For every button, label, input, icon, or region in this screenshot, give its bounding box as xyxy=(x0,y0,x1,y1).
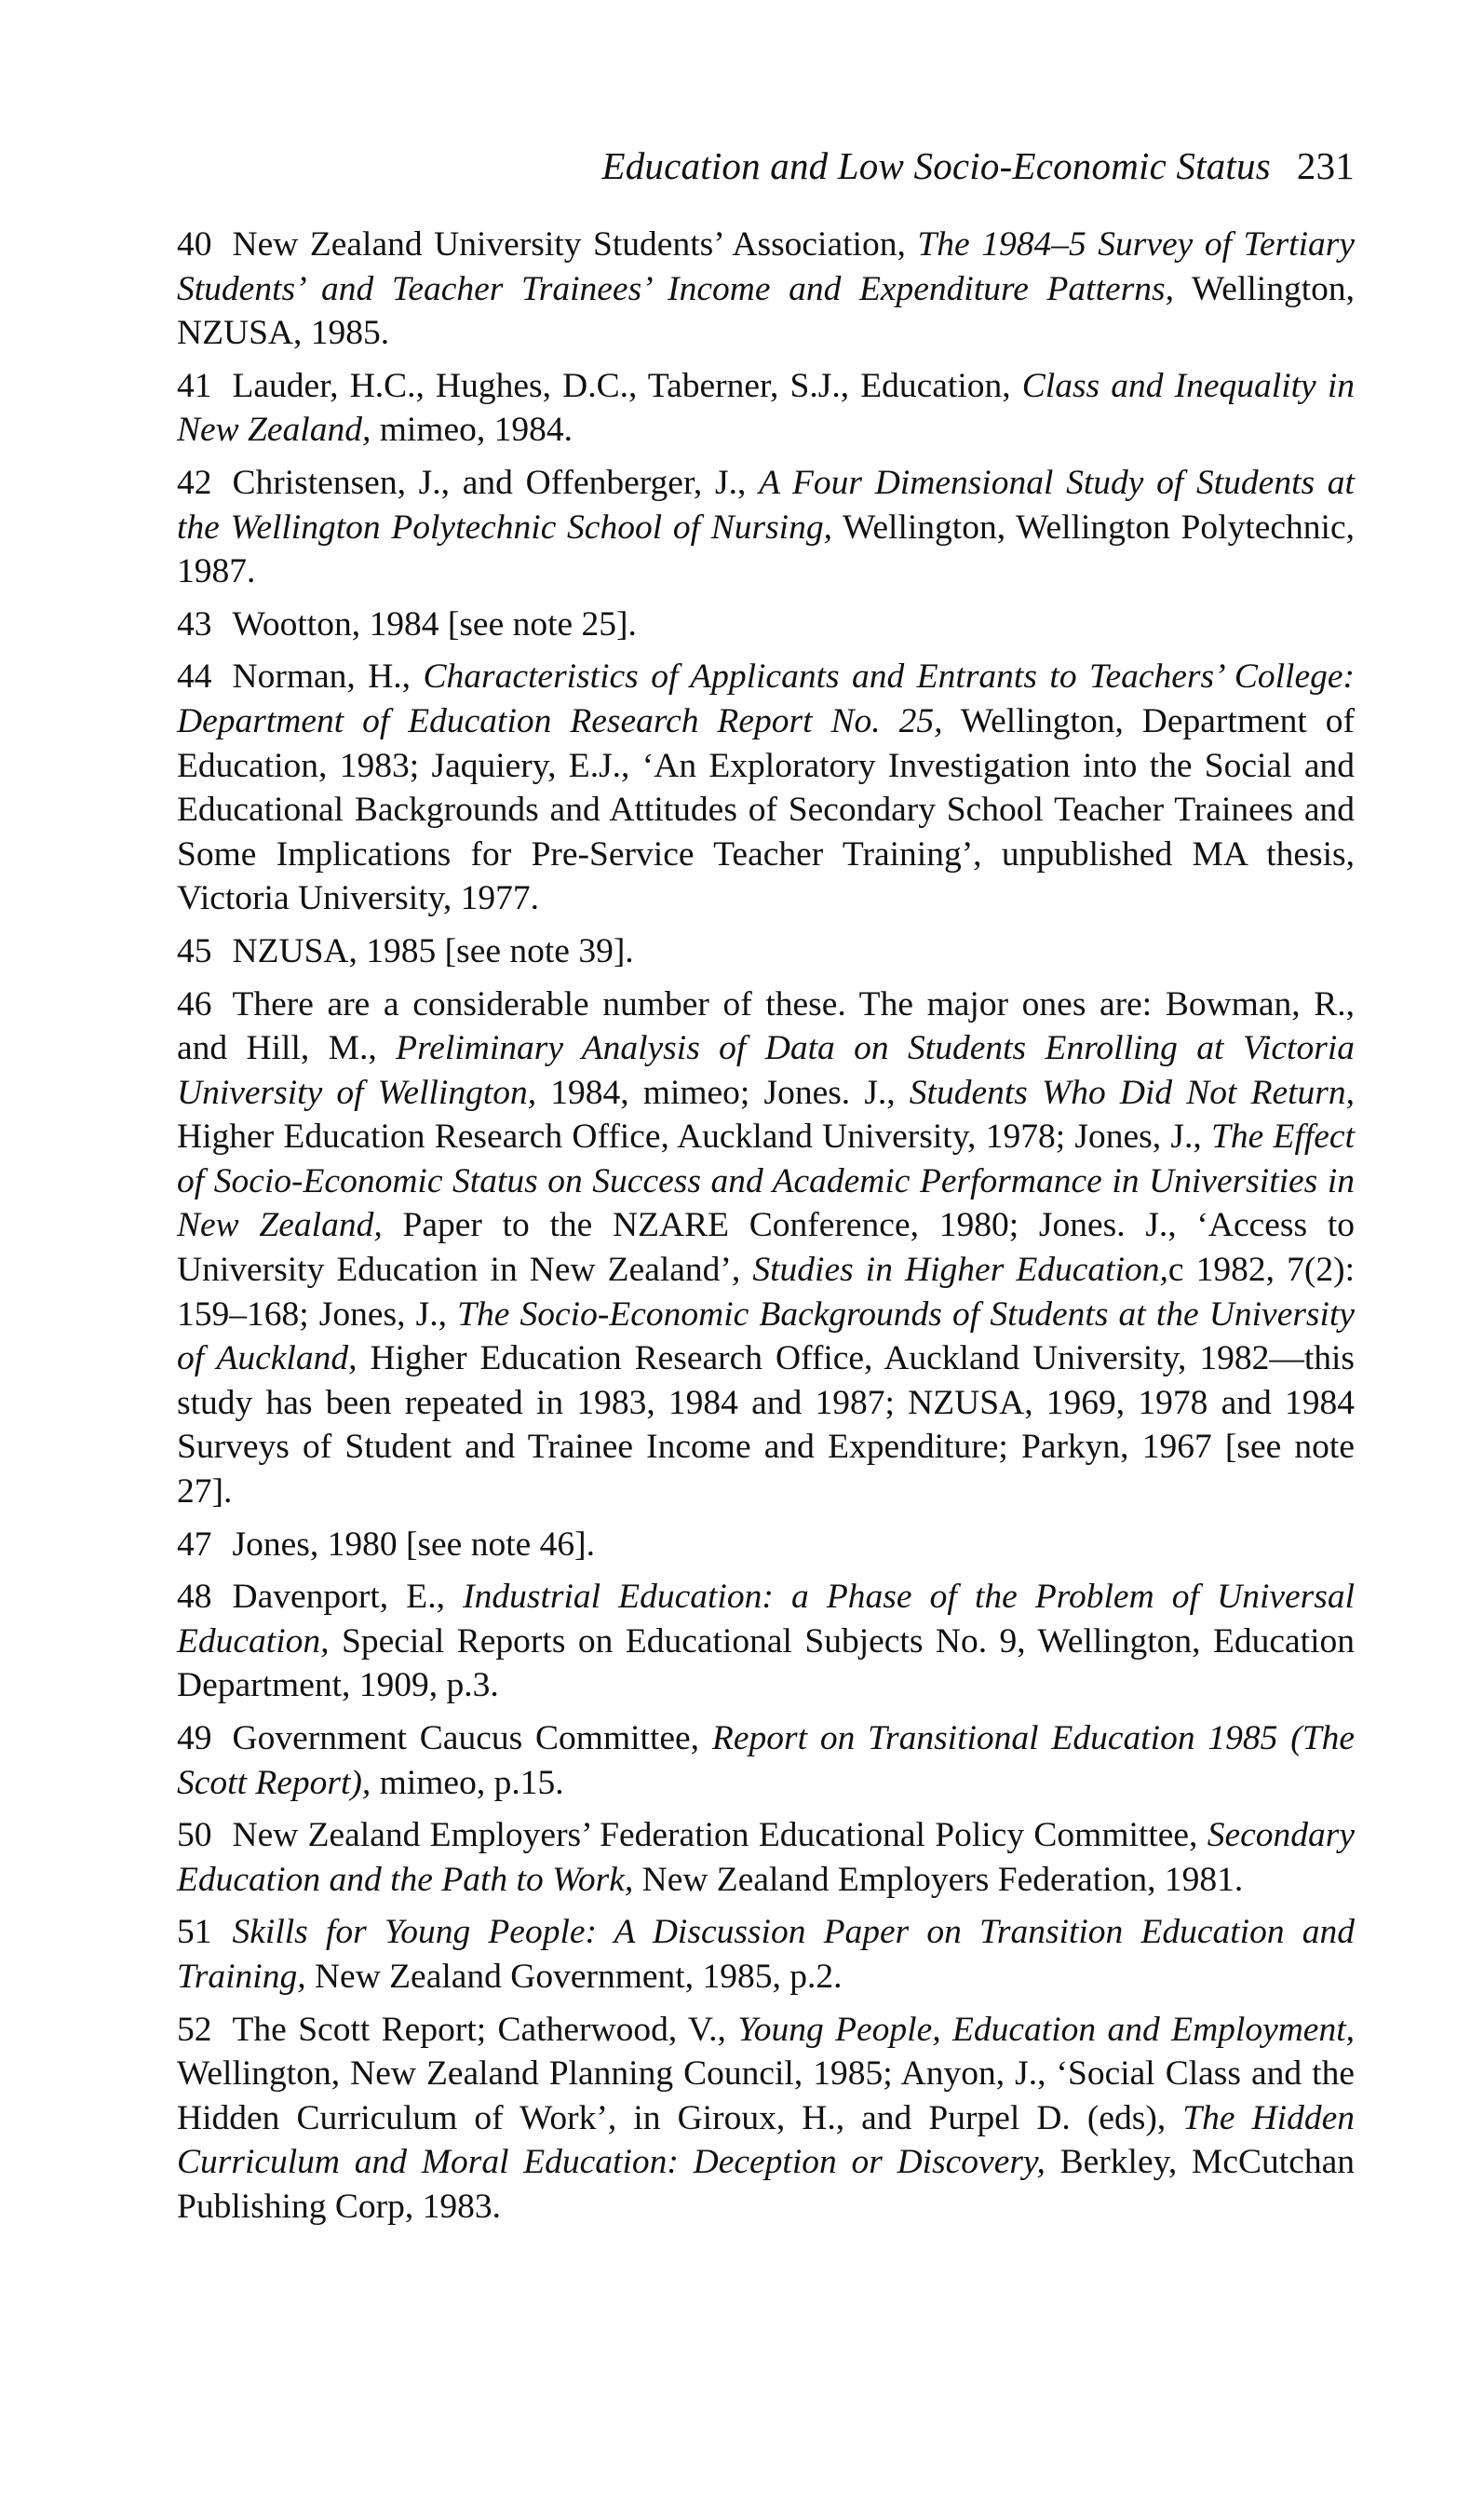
endnote-number: 47 xyxy=(177,1525,212,1564)
endnote-italic-title: The Hidden Curriculum and Moral Education: Deception or Discovery, xyxy=(177,2098,1355,2182)
endnote-italic-title: Industrial Education: a Phase of the Problem of Universal Education, xyxy=(177,1578,1356,1661)
endnote-48 xyxy=(177,1575,1355,1708)
endnote-text: Special Reports on Educational Subjects No. 9, Wellington, Education Department, 1909, p.3. xyxy=(177,1621,1355,1705)
endnote-44 xyxy=(177,655,1355,921)
endnote-number: 43 xyxy=(177,604,212,644)
endnote-number: 45 xyxy=(177,931,212,970)
endnote-italic-title: Students Who Did Not Return, xyxy=(909,1073,1356,1112)
endnote-text: mimeo, 1984. xyxy=(371,411,573,450)
endnote-text: Christensen, J., and Offenberger, J., xyxy=(232,463,760,502)
endnote-text: Davenport, E., xyxy=(232,1578,464,1617)
endnote-number: 49 xyxy=(177,1719,212,1757)
endnote-text: New Zealand University Students’ Association, xyxy=(232,225,918,264)
endnote-51 xyxy=(177,1910,1355,1999)
endnote-text: Wellington, Department of Education, 1983; Jaquiery, E.J., ‘An Exploratory Investigation into the Social and Educational Backgrounds and Attitudes of Secondary School Teacher Trainees and Some Implications for Pre-Service Teacher Training’, unpublished MA thesis, Victoria University, 1977. xyxy=(177,701,1356,918)
endnote-italic-title: The Effect of Socio-Economic Status on Success and Academic Performance in Universities in New Zealand, xyxy=(177,1118,1355,1245)
endnote-42 xyxy=(177,461,1355,594)
endnote-italic-title: A Four Dimensional Study of Students at the Wellington Polytechnic School of Nursing, xyxy=(177,463,1355,547)
endnote-text: Paper to the NZARE Conference, 1980; Jones. J., ‘Access to University Education in New Zealand’, xyxy=(177,1206,1356,1290)
endnote-text: Jones, 1980 [see note 46]. xyxy=(232,1525,596,1564)
endnote-text: Norman, H., xyxy=(232,658,424,697)
endnote-italic-title: The Socio-Economic Backgrounds of Students at the University of Auckland, xyxy=(177,1295,1356,1378)
endnote-41 xyxy=(177,364,1355,453)
endnote-text: Wellington, New Zealand Planning Council, 1985; Anyon, J., ‘Social Class and the Hidden Curriculum of Work’, in Giroux, H., and Purpel D. (eds), xyxy=(177,2054,1355,2137)
endnote-number: 52 xyxy=(177,2010,212,2049)
endnote-46 xyxy=(177,983,1355,1514)
endnote-52 xyxy=(177,2008,1355,2230)
endnote-number: 42 xyxy=(177,463,212,502)
endnote-text: mimeo, p.15. xyxy=(371,1763,564,1802)
endnote-text: Higher Education Research Office, Auckland University, 1978; Jones, J., xyxy=(177,1118,1212,1157)
endnote-text: Lauder, H.C., Hughes, D.C., Taberner, S.J., Education, xyxy=(232,366,1022,405)
endnote-number: 50 xyxy=(177,1816,212,1855)
endnote-text: The Scott Report; Catherwood, V., xyxy=(232,2010,738,2049)
endnote-40 xyxy=(177,223,1355,356)
endnote-number: 46 xyxy=(177,984,212,1024)
endnote-text: c 1982, 7(2): 159–168; Jones, J., xyxy=(177,1251,1355,1334)
endnote-italic-title: The 1984–5 Survey of Tertiary Students’ and Teacher Trainees’ Income and Expenditure Patterns, xyxy=(177,225,1356,308)
running-head-title: Education and Low Socio-Economic Status xyxy=(601,144,1271,187)
endnotes-list xyxy=(177,223,1355,2230)
endnote-italic-title: Characteristics of Applicants and Entrants to Teachers’ College: Department of Education Research Report No. 25, xyxy=(177,658,1355,740)
running-head xyxy=(177,144,1355,187)
page-number: 231 xyxy=(1296,144,1355,187)
endnote-43 xyxy=(177,603,1355,647)
endnote-text: Berkley, McCutchan Publishing Corp, 1983. xyxy=(177,2143,1356,2226)
endnote-italic-title: Young People, Education and Employment, xyxy=(737,2010,1355,2049)
endnote-italic-title: Skills for Young People: A Discussion Paper on Transition Education and Training, xyxy=(177,1913,1355,1996)
endnote-text: Wellington, Wellington Polytechnic, 1987. xyxy=(177,508,1355,591)
endnote-italic-title: Secondary Education and the Path to Work, xyxy=(177,1816,1355,1899)
endnote-text: New Zealand Employers’ Federation Educational Policy Committee, xyxy=(232,1816,1207,1855)
endnote-italic-title: Report on Transitional Education 1985 (The Scott Report), xyxy=(177,1719,1356,1802)
endnote-text: New Zealand Government, 1985, p.2. xyxy=(305,1957,843,1996)
endnote-text: There are a considerable number of these. The major ones are: Bowman, R., and Hill, M., xyxy=(177,984,1355,1068)
endnote-number: 40 xyxy=(177,225,212,264)
endnote-text: Wellington, NZUSA, 1985. xyxy=(177,269,1355,353)
endnote-50 xyxy=(177,1813,1355,1902)
endnote-text: Higher Education Research Office, Auckland University, 1982—this study has been repeated in 1983, 1984 and 1987; NZUSA, 1969, 1978 and 1984 Surveys of Student and Trainee Income and Expenditure; Parkyn, 1967 [see note 27]. xyxy=(177,1339,1356,1512)
endnote-number: 44 xyxy=(177,658,212,697)
endnote-number: 41 xyxy=(177,366,212,405)
endnote-text: 1984, mimeo; Jones. J., xyxy=(536,1073,910,1112)
endnote-italic-title: Studies in Higher Education, xyxy=(752,1251,1168,1290)
endnote-italic-title: Preliminary Analysis of Data on Students Enrolling at Victoria University of Wellington, xyxy=(177,1029,1355,1112)
endnote-49 xyxy=(177,1716,1355,1805)
endnote-text: NZUSA, 1985 [see note 39]. xyxy=(232,931,634,970)
endnote-47 xyxy=(177,1523,1355,1567)
endnote-number: 51 xyxy=(177,1913,212,1952)
endnote-italic-title: Class and Inequality in New Zealand, xyxy=(177,366,1355,450)
endnote-number: 48 xyxy=(177,1578,212,1617)
endnote-45 xyxy=(177,929,1355,974)
book-page xyxy=(177,144,1356,2238)
endnote-text: Government Caucus Committee, xyxy=(232,1719,712,1757)
endnote-text: New Zealand Employers Federation, 1981. xyxy=(633,1860,1244,1899)
endnote-text: Wootton, 1984 [see note 25]. xyxy=(232,604,637,644)
